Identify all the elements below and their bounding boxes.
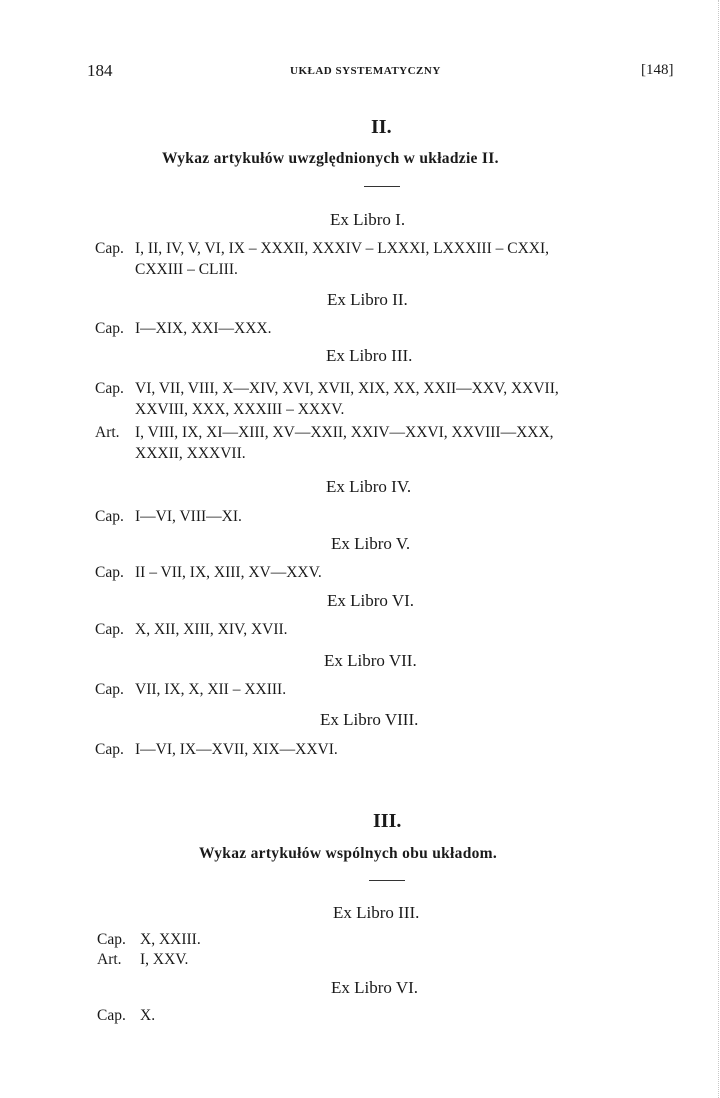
entry-label: Cap. (95, 681, 124, 698)
entry-label: Art. (95, 424, 120, 441)
entry-text: XXVIII, XXX, XXXIII – XXXV. (135, 401, 345, 418)
book-heading: Ex Libro VIII. (320, 710, 419, 729)
entry-label: Cap. (95, 320, 124, 337)
page-number: 184 (87, 61, 113, 80)
entry-text: VI, VII, VIII, X—XIV, XVI, XVII, XIX, XX, XXII—XXV, XXVII, (135, 380, 559, 397)
entry-text: X, XII, XIII, XIV, XVII. (135, 621, 288, 638)
entry-label: Cap. (95, 564, 124, 581)
running-title: UKŁAD SYSTEMATYCZNY (290, 65, 441, 77)
entry-label: Cap. (95, 240, 124, 257)
entry-label: Cap. (95, 741, 124, 758)
entry-label: Cap. (95, 380, 124, 397)
book-heading: Ex Libro VI. (331, 978, 419, 997)
bracket-number: [148] (641, 62, 674, 78)
section-heading: II. (371, 116, 392, 138)
book-heading: Ex Libro IV. (326, 477, 412, 496)
entry-text: II – VII, IX, XIII, XV—XXV. (135, 564, 322, 581)
entry-text: I, II, IV, V, VI, IX – XXXII, XXXIV – LXXXI, LXXXIII – CXXI, (135, 240, 550, 257)
entry-text: X, XXIII. (140, 931, 201, 948)
entry-text: XXXII, XXXVII. (135, 445, 246, 462)
book-heading: Ex Libro I. (330, 210, 406, 229)
entry-label: Cap. (97, 931, 126, 948)
entry-label: Cap. (95, 508, 124, 525)
book-heading: Ex Libro III. (333, 903, 420, 922)
section-subtitle: Wykaz artykułów wspólnych obu układom. (199, 845, 498, 862)
book-heading: Ex Libro III. (326, 346, 413, 365)
entry-text: I—XIX, XXI—XXX. (135, 320, 272, 337)
entry-text: X. (140, 1007, 156, 1024)
entry-text: CXXIII – CLIII. (135, 261, 238, 278)
book-heading: Ex Libro VI. (327, 591, 415, 610)
entry-text: I—VI, IX—XVII, XIX—XXVI. (135, 741, 338, 758)
entry-text: I, XXV. (140, 951, 189, 968)
book-heading: Ex Libro V. (331, 534, 411, 553)
divider (369, 880, 405, 881)
page-edge (718, 0, 719, 1098)
entry-label: Cap. (97, 1007, 126, 1024)
divider (364, 186, 400, 187)
section-subtitle: Wykaz artykułów uwzględnionych w układzie II. (162, 150, 499, 167)
book-heading: Ex Libro VII. (324, 651, 417, 670)
entry-text: VII, IX, X, XII – XXIII. (135, 681, 287, 698)
book-heading: Ex Libro II. (327, 290, 408, 309)
entry-label: Art. (97, 951, 122, 968)
entry-text: I—VI, VIII—XI. (135, 508, 242, 525)
entry-label: Cap. (95, 621, 124, 638)
entry-text: I, VIII, IX, XI—XIII, XV—XXII, XXIV—XXVI, XXVIII—XXX, (135, 424, 554, 441)
section-heading: III. (373, 810, 402, 832)
